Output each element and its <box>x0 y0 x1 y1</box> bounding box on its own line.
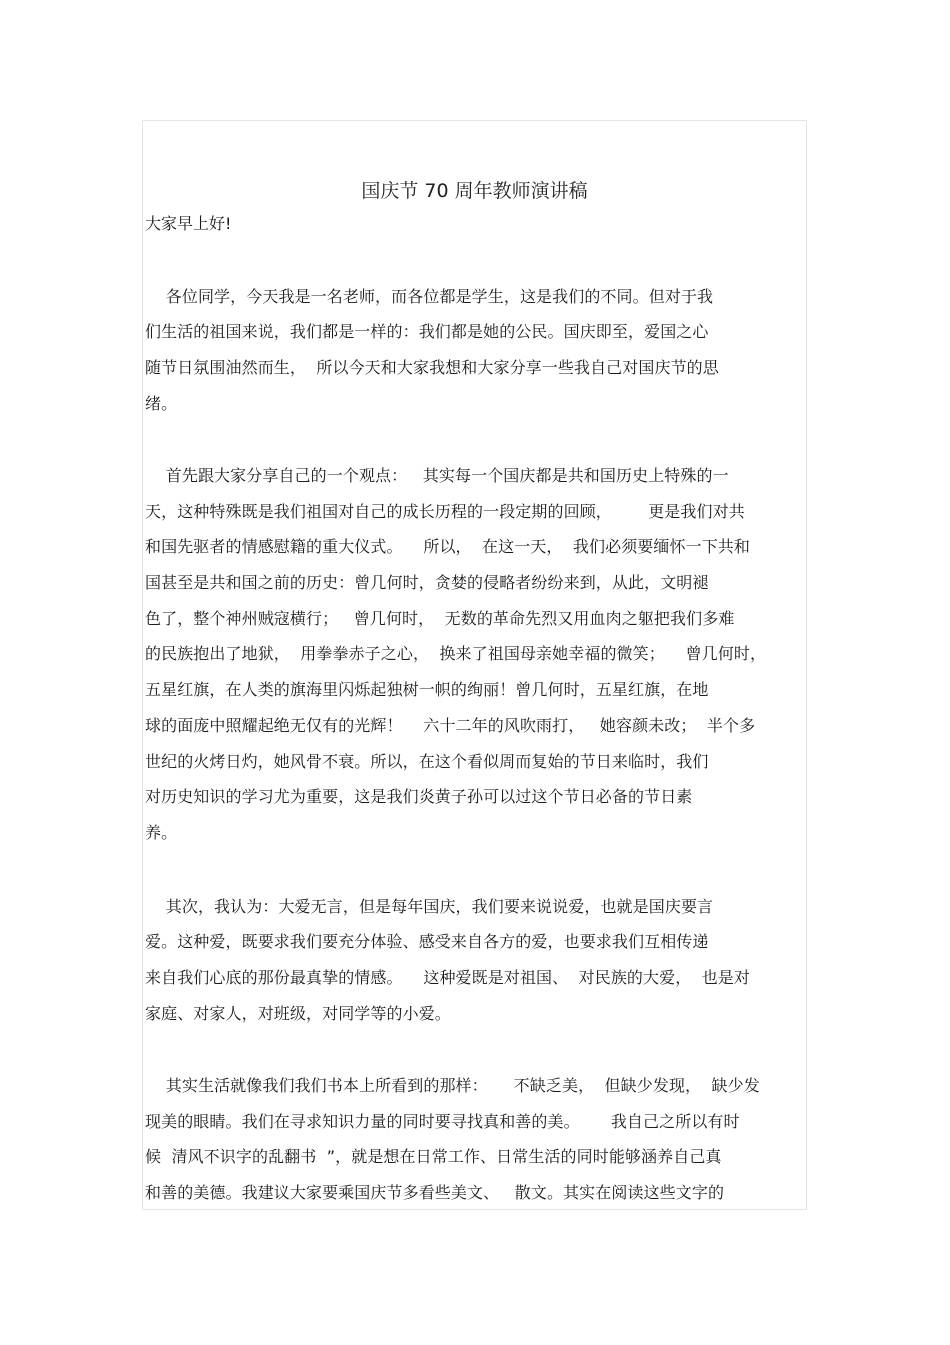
paragraph-2-line-11: 养。 <box>145 823 178 842</box>
paragraph-3-line-2: 爱。这种爱，既要求我们要充分体验、感受来自各方的爱，也要求我们互相传递 <box>145 932 709 951</box>
greeting-line: 大家早上好! <box>145 214 232 233</box>
paragraph-3-line-4: 家庭、对家人，对班级，对同学等的小爱。 <box>145 1004 451 1023</box>
paragraph-2-line-3: 和国先驱者的情感慰籍的重大仪式。 所以， 在这一天， 我们必须要缅怀一下共和 <box>145 537 750 556</box>
paragraph-1-line-3: 随节日氛围油然而生， 所以今天和大家我想和大家分享一些我自己对国庆节的思 <box>145 358 719 377</box>
paragraph-3-line-1: 其次，我认为：大爱无言，但是每年国庆，我们要来说说爱，也就是国庆要言 <box>145 897 714 916</box>
paragraph-2-line-1: 首先跟大家分享自己的一个观点： 其实每一个国庆都是共和国历史上特殊的一 <box>145 466 729 485</box>
paragraph-2-line-8: 球的面庞中照耀起绝无仅有的光辉！ 六十二年的风吹雨打， 她容颜未改； 半个多 <box>145 716 756 735</box>
document-page <box>142 120 807 1210</box>
paragraph-4-line-4: 和善的美德。我建议大家要乘国庆节多看些美文、 散文。其实在阅读这些文字的 <box>145 1183 725 1202</box>
paragraph-2-line-5: 色了，整个神州贼寇横行； 曾几何时， 无数的革命先烈又用血肉之躯把我们多难 <box>145 609 735 628</box>
paragraph-4-line-1: 其实生活就像我们我们书本上所看到的那样： 不缺乏美， 但缺少发现， 缺少发 <box>145 1076 760 1095</box>
paragraph-1-line-1: 各位同学，今天我是一名老师，而各位都是学生，这是我们的不同。但对于我 <box>145 287 714 306</box>
paragraph-2-line-10: 对历史知识的学习尤为重要，这是我们炎黄子孙可以过这个节日必备的节日素 <box>145 787 693 806</box>
paragraph-4-line-2: 现美的眼睛。我们在寻求知识力量的同时要寻找真和善的美。 我自己之所以有时 <box>145 1112 740 1131</box>
paragraph-1-line-2: 们生活的祖国来说，我们都是一样的：我们都是她的公民。国庆即至，爱国之心 <box>145 322 709 341</box>
paragraph-2-line-4: 国甚至是共和国之前的历史：曾几何时，贪婪的侵略者纷纷来到，从此，文明褪 <box>145 573 709 592</box>
paragraph-1-line-4: 绪。 <box>145 394 178 413</box>
document-title: 国庆节 70 周年教师演讲稿 <box>361 180 588 202</box>
paragraph-2-line-2: 天，这种特殊既是我们祖国对自己的成长历程的一段定期的回顾， 更是我们对共 <box>145 502 745 521</box>
paragraph-3-line-3: 来自我们心底的那份最真挚的情感。 这种爱既是对祖国、 对民族的大爱， 也是对 <box>145 968 750 987</box>
paragraph-2-line-7: 五星红旗，在人类的旗海里闪烁起独树一帜的绚丽！曾几何时，五星红旗，在地 <box>145 680 709 699</box>
paragraph-2-line-6: 的民族抱出了地狱， 用拳拳赤子之心， 换来了祖国母亲她幸福的微笑； 曾几何时， <box>145 644 767 663</box>
paragraph-2-line-9: 世纪的火烤日灼，她风骨不衰。所以，在这个看似周而复始的节日来临时，我们 <box>145 752 709 771</box>
paragraph-4-line-3: 候 清风不识字的乱翻书 ”，就是想在日常工作、日常生活的同时能够涵养自己真 <box>145 1147 722 1166</box>
